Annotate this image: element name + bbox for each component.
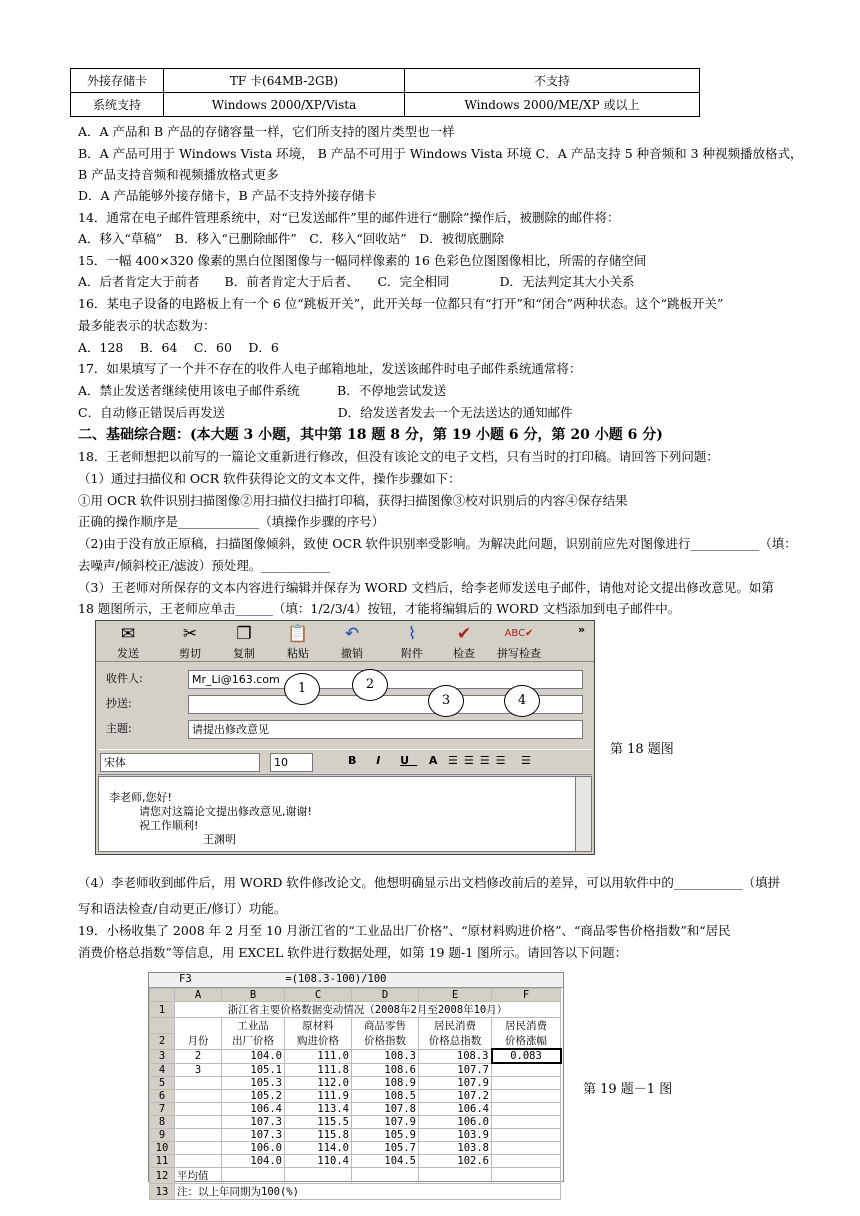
scissors-icon: ✂ bbox=[182, 624, 198, 644]
row-header[interactable]: 10 bbox=[150, 1142, 175, 1155]
table-row bbox=[150, 1116, 561, 1129]
header-cell[interactable]: 价格涨幅 bbox=[492, 1033, 561, 1049]
text-line: B．A 产品可用于 Windows Vista 环境， B 产品不可用于 Windows Vista 环境 C．A 产品支持 5 种音频和 3 种视频播放格式， bbox=[78, 146, 803, 161]
sheet-note[interactable]: 注：以上年同期为100(%) bbox=[175, 1184, 561, 1200]
cc-label: 抄送: bbox=[106, 697, 132, 710]
corner-cell[interactable] bbox=[150, 989, 175, 1002]
sheet-cell[interactable]: 110.4 bbox=[285, 1155, 352, 1168]
list-align-icons[interactable]: ☰☰☰☰ ☰ bbox=[448, 754, 537, 767]
text-line: 去噪声/倾斜校正/滤波）预处理。___________ bbox=[78, 558, 331, 573]
sheet-cell[interactable]: 107.9 bbox=[352, 1116, 419, 1129]
table-cell: Windows 2000/XP/Vista bbox=[164, 93, 405, 117]
sheet-cell[interactable]: 111.0 bbox=[285, 1049, 352, 1063]
sheet-cell[interactable] bbox=[492, 1168, 561, 1184]
table-row bbox=[150, 1018, 561, 1034]
sheet-cell[interactable]: 105.7 bbox=[352, 1142, 419, 1155]
sheet-cell[interactable]: 105.2 bbox=[222, 1090, 285, 1103]
check-names-icon: ✔ bbox=[456, 624, 472, 644]
sheet-cell[interactable]: 102.6 bbox=[419, 1155, 492, 1168]
text-line: 18．王老师想把以前写的一篇论文重新进行修改，但没有该论文的电子文档，只有当时的打印稿。请回答下列问题： bbox=[78, 449, 719, 464]
spellcheck-icon: ABC✔ bbox=[504, 628, 534, 639]
sheet-cell[interactable]: 111.9 bbox=[285, 1090, 352, 1103]
send-icon: ✉ bbox=[120, 624, 136, 644]
sheet-cell[interactable]: 114.0 bbox=[285, 1142, 352, 1155]
to-field[interactable]: Mr_Li@163.com bbox=[188, 670, 583, 689]
column-header[interactable]: C bbox=[285, 989, 352, 1002]
sheet-cell[interactable] bbox=[222, 1168, 285, 1184]
copy-icon: ❐ bbox=[236, 624, 252, 644]
formula-input[interactable]: =(108.3-100)/100 bbox=[285, 973, 387, 985]
row-header[interactable]: 2 bbox=[150, 1033, 175, 1049]
table-row bbox=[150, 1184, 561, 1200]
sheet-cell[interactable] bbox=[492, 1116, 561, 1129]
sheet-cell[interactable]: 105.1 bbox=[222, 1063, 285, 1077]
sheet-cell[interactable] bbox=[175, 1129, 222, 1142]
copy-button[interactable]: ❐ 复制 bbox=[220, 623, 268, 661]
sheet-cell[interactable] bbox=[492, 1155, 561, 1168]
header-cell[interactable]: 出厂价格 bbox=[222, 1033, 285, 1049]
row-header[interactable]: 12 bbox=[150, 1168, 175, 1184]
section-heading: 二、基础综合题：(本大题 3 小题，其中第 18 题 8 分，第 19 小题 6 分，第 20 小题 6 分) bbox=[78, 427, 663, 443]
sheet-cell[interactable] bbox=[492, 1077, 561, 1090]
callout-1: 1 bbox=[284, 673, 320, 705]
body-line: 请您对这篇论文提出修改意见,谢谢! bbox=[139, 805, 312, 818]
table-row bbox=[150, 1129, 561, 1142]
sheet-cell[interactable] bbox=[175, 1116, 222, 1129]
sheet-cell[interactable]: 108.9 bbox=[352, 1077, 419, 1090]
formula-bar bbox=[149, 973, 563, 988]
sheet-cell[interactable]: 104.5 bbox=[352, 1155, 419, 1168]
sheet-cell[interactable]: 106.0 bbox=[419, 1116, 492, 1129]
callout-3: 3 bbox=[428, 685, 464, 717]
to-label: 收件人: bbox=[106, 672, 143, 685]
undo-button[interactable]: ↶ 撤销 bbox=[328, 623, 376, 661]
sheet-cell[interactable]: 106.4 bbox=[222, 1103, 285, 1116]
table-row bbox=[150, 1168, 561, 1184]
subject-field[interactable]: 请提出修改意见 bbox=[188, 720, 583, 739]
sheet-cell[interactable]: 107.8 bbox=[352, 1103, 419, 1116]
table-row bbox=[150, 1103, 561, 1116]
sheet-cell[interactable]: 103.9 bbox=[419, 1129, 492, 1142]
sheet-cell[interactable]: 104.0 bbox=[222, 1049, 285, 1063]
spellcheck-button[interactable]: ABC✔ 拼写检查 bbox=[490, 623, 548, 661]
table-row bbox=[150, 1033, 561, 1049]
sheet-cell[interactable]: 115.5 bbox=[285, 1116, 352, 1129]
sheet-cell[interactable]: 105.9 bbox=[352, 1129, 419, 1142]
column-header[interactable]: E bbox=[419, 989, 492, 1002]
row-header[interactable]: 7 bbox=[150, 1103, 175, 1116]
subject-label: 主题: bbox=[106, 722, 132, 735]
table-row bbox=[150, 1090, 561, 1103]
text-line: 16．某电子设备的电路板上有一个 6 位“跳板开关”，此开关每一位都只有“打开”和“闭合”两种状态。这个“跳板开关” bbox=[78, 296, 724, 311]
text-line: 14．通常在电子邮件管理系统中，对“已发送邮件”里的邮件进行“删除”操作后，被删除的邮件将： bbox=[78, 210, 620, 225]
size-select[interactable]: 10 bbox=[270, 753, 313, 772]
text-line: 18 题图所示，王老师应单击______（填：1/2/3/4）按钮，才能将编辑后的 WORD 文档添加到电子邮件中。 bbox=[78, 601, 681, 616]
text-line: A．移入“草稿” B．移入“已删除邮件” C．移入“回收站” D．被彻底删除 bbox=[78, 231, 505, 246]
body-line: 王渊明 bbox=[203, 833, 236, 846]
header-cell[interactable]: 价格总指数 bbox=[419, 1033, 492, 1049]
header-cell[interactable]: 工业品 bbox=[222, 1018, 285, 1034]
sheet-cell[interactable]: 115.8 bbox=[285, 1129, 352, 1142]
cell-reference[interactable]: F3 bbox=[179, 973, 192, 985]
text-line: 15．一幅 400×320 像素的黑白位图图像与一幅同样像素的 16 色彩色位图图像相比，所需的存储空间 bbox=[78, 253, 647, 268]
sheet-cell[interactable]: 107.9 bbox=[419, 1077, 492, 1090]
text-line: （2)由于没有放正原稿，扫描图像倾斜，致使 OCR 软件识别率受影响。为解决此问题，识别前应先对图像进行___________（填： bbox=[78, 536, 797, 551]
sheet-cell[interactable] bbox=[285, 1168, 352, 1184]
text-line: 最多能表示的状态数为： bbox=[78, 318, 216, 333]
sheet-cell[interactable]: 103.8 bbox=[419, 1142, 492, 1155]
header-cell[interactable]: 居民消费 bbox=[419, 1018, 492, 1034]
email-compose-window bbox=[95, 620, 595, 855]
avg-label[interactable]: 平均值 bbox=[175, 1168, 222, 1184]
row-header[interactable]: 11 bbox=[150, 1155, 175, 1168]
font-select[interactable]: 宋体 bbox=[100, 753, 260, 772]
email-toolbar bbox=[96, 621, 594, 662]
text-line: D．A 产品能够外接存储卡，B 产品不支持外接存储卡 bbox=[78, 188, 377, 203]
paperclip-icon: ⌇ bbox=[407, 624, 417, 644]
callout-4: 4 bbox=[504, 685, 540, 717]
sheet-cell[interactable] bbox=[175, 1077, 222, 1090]
sheet-cell[interactable]: 108.6 bbox=[352, 1063, 419, 1077]
sheet-cell[interactable] bbox=[175, 1090, 222, 1103]
header-cell[interactable]: 原材料 bbox=[285, 1018, 352, 1034]
undo-icon: ↶ bbox=[344, 624, 360, 644]
body-line: 祝工作顺利! bbox=[139, 819, 199, 832]
header-cell[interactable]: 商品零售 bbox=[352, 1018, 419, 1034]
text-line: 写和语法检查/自动更正/修订）功能。 bbox=[78, 901, 287, 916]
sheet-cell[interactable]: 105.3 bbox=[222, 1077, 285, 1090]
sheet-cell[interactable] bbox=[352, 1168, 419, 1184]
sheet-cell[interactable] bbox=[492, 1090, 561, 1103]
sheet-cell[interactable]: 107.3 bbox=[222, 1116, 285, 1129]
sheet-cell[interactable]: 113.4 bbox=[285, 1103, 352, 1116]
sheet-cell[interactable] bbox=[175, 1155, 222, 1168]
sheet-cell[interactable]: 106.0 bbox=[222, 1142, 285, 1155]
column-header[interactable]: F bbox=[492, 989, 561, 1002]
figure-caption: 第 18 题图 bbox=[610, 742, 674, 757]
send-button[interactable]: ✉ 发送 bbox=[104, 623, 152, 661]
sheet-title[interactable]: 浙江省主要价格数据变动情况（2008年2月至2008年10月） bbox=[175, 1002, 561, 1018]
table-row bbox=[150, 1155, 561, 1168]
table-row bbox=[71, 93, 700, 117]
header-cell[interactable]: 月份 bbox=[175, 1033, 222, 1049]
sheet-cell[interactable]: 104.0 bbox=[222, 1155, 285, 1168]
sheet-cell[interactable]: 107.7 bbox=[419, 1063, 492, 1077]
sheet-cell[interactable] bbox=[492, 1063, 561, 1077]
format-buttons[interactable]: B I U A bbox=[348, 754, 446, 767]
text-line: ①用 OCR 软件识别扫描图像②用扫描仪扫描打印稿，获得扫描图像③校对识别后的内容④保存结果 bbox=[78, 493, 628, 508]
text-line: C．自动修正错误后再发送 D．给发送者发去一个无法送达的通知邮件 bbox=[78, 405, 573, 420]
header-cell[interactable]: 购进价格 bbox=[285, 1033, 352, 1049]
row-header[interactable]: 1 bbox=[150, 1002, 175, 1018]
row-header[interactable]: 13 bbox=[150, 1184, 175, 1200]
header-cell[interactable]: 价格指数 bbox=[352, 1033, 419, 1049]
table-row bbox=[71, 69, 700, 93]
callout-2: 2 bbox=[352, 669, 388, 701]
sheet-cell[interactable] bbox=[492, 1142, 561, 1155]
column-header-row bbox=[150, 989, 561, 1002]
sheet-cell[interactable]: 106.4 bbox=[419, 1103, 492, 1116]
text-line: 正确的操作顺序是_____________（填操作步骤的序号） bbox=[78, 514, 385, 529]
table-row bbox=[150, 1049, 561, 1063]
text-line: A．禁止发送者继续使用该电子邮件系统 B．不停地尝试发送 bbox=[78, 383, 447, 398]
sheet-cell[interactable] bbox=[175, 1142, 222, 1155]
sheet-cell[interactable] bbox=[419, 1168, 492, 1184]
text-line: A．后者肯定大于前者 B．前者肯定大于后者、 C．完全相同 D．无法判定其大小关系 bbox=[78, 274, 635, 289]
body-line: 李老师,您好! bbox=[109, 791, 172, 804]
table-cell: 外接存储卡 bbox=[71, 69, 164, 93]
sheet-cell[interactable]: 108.5 bbox=[352, 1090, 419, 1103]
table-row bbox=[150, 1077, 561, 1090]
text-line: （4）李老师收到邮件后，用 WORD 软件修改论文。他想明确显示出文档修改前后的差异，可以用软件中的___________（填拼 bbox=[78, 875, 781, 890]
header-cell[interactable] bbox=[175, 1018, 222, 1034]
header-cell[interactable]: 居民消费 bbox=[492, 1018, 561, 1034]
table-cell: TF 卡(64MB-2GB) bbox=[164, 69, 405, 93]
sheet-cell[interactable]: 108.3 bbox=[419, 1049, 492, 1063]
format-toolbar bbox=[98, 749, 592, 775]
row-header[interactable]: 3 bbox=[150, 1049, 175, 1063]
sheet-cell[interactable] bbox=[492, 1129, 561, 1142]
row-header[interactable]: 6 bbox=[150, 1090, 175, 1103]
text-line: 消费价格总指数”等信息，用 EXCEL 软件进行数据处理，如第 19 题-1 图所示。请回答以下问题： bbox=[78, 945, 628, 960]
text-line: （3）王老师对所保存的文本内容进行编辑并保存为 WORD 文档后，给李老师发送电子邮件，请他对论文提出修改意见。如第 bbox=[78, 580, 774, 595]
clipboard-icon: 📋 bbox=[287, 624, 309, 644]
sheet-cell[interactable]: 2 bbox=[175, 1049, 222, 1063]
sheet-grid bbox=[149, 988, 562, 1200]
vertical-scrollbar[interactable] bbox=[575, 776, 592, 852]
row-header[interactable]: 8 bbox=[150, 1116, 175, 1129]
message-body[interactable] bbox=[98, 776, 576, 852]
sheet-cell[interactable] bbox=[492, 1103, 561, 1116]
figure-caption: 第 19 题－1 图 bbox=[583, 1082, 673, 1097]
row-header[interactable]: 5 bbox=[150, 1077, 175, 1090]
sheet-cell[interactable]: 3 bbox=[175, 1063, 222, 1077]
table-cell: 不支持 bbox=[405, 69, 700, 93]
sheet-cell[interactable]: 111.8 bbox=[285, 1063, 352, 1077]
row-header[interactable]: 9 bbox=[150, 1129, 175, 1142]
sheet-cell[interactable]: 0.083 bbox=[492, 1049, 561, 1063]
column-header[interactable]: A bbox=[175, 989, 222, 1002]
attach-button[interactable]: ⌇ 附件 bbox=[388, 623, 436, 661]
table-row bbox=[150, 1063, 561, 1077]
table-row bbox=[150, 1142, 561, 1155]
spreadsheet bbox=[148, 972, 564, 1198]
row-header[interactable]: 4 bbox=[150, 1063, 175, 1077]
cut-button[interactable]: ✂ 剪切 bbox=[166, 623, 214, 661]
toolbar-overflow-icon[interactable]: » bbox=[578, 623, 586, 636]
paste-button[interactable]: 📋 粘贴 bbox=[274, 623, 322, 661]
text-line: 19．小杨收集了 2008 年 2 月至 10 月浙江省的“工业品出厂价格”、“原材料购进价格”、“商品零售价格指数”和“居民 bbox=[78, 923, 731, 938]
text-line: B 产品支持音频和视频播放格式更多 bbox=[78, 167, 279, 182]
column-header[interactable]: D bbox=[352, 989, 419, 1002]
sheet-cell[interactable]: 112.0 bbox=[285, 1077, 352, 1090]
spec-table bbox=[70, 68, 700, 117]
sheet-cell[interactable]: 107.3 bbox=[222, 1129, 285, 1142]
column-header[interactable]: B bbox=[222, 989, 285, 1002]
check-button[interactable]: ✔ 检查 bbox=[440, 623, 488, 661]
sheet-cell[interactable]: 107.2 bbox=[419, 1090, 492, 1103]
text-line: 17．如果填写了一个并不存在的收件人电子邮箱地址，发送该邮件时电子邮件系统通常将： bbox=[78, 361, 582, 376]
table-row bbox=[150, 1002, 561, 1018]
sheet-cell[interactable]: 108.3 bbox=[352, 1049, 419, 1063]
row-header[interactable] bbox=[150, 1018, 175, 1034]
text-line: A．128 B．64 C．60 D．6 bbox=[78, 340, 279, 355]
sheet-cell[interactable] bbox=[175, 1103, 222, 1116]
table-cell: Windows 2000/ME/XP 或以上 bbox=[405, 93, 700, 117]
text-line: （1）通过扫描仪和 OCR 软件获得论文的文本文件，操作步骤如下： bbox=[78, 471, 461, 486]
table-cell: 系统支持 bbox=[71, 93, 164, 117]
text-line: A．A 产品和 B 产品的存储容量一样，它们所支持的图片类型也一样 bbox=[78, 124, 455, 139]
